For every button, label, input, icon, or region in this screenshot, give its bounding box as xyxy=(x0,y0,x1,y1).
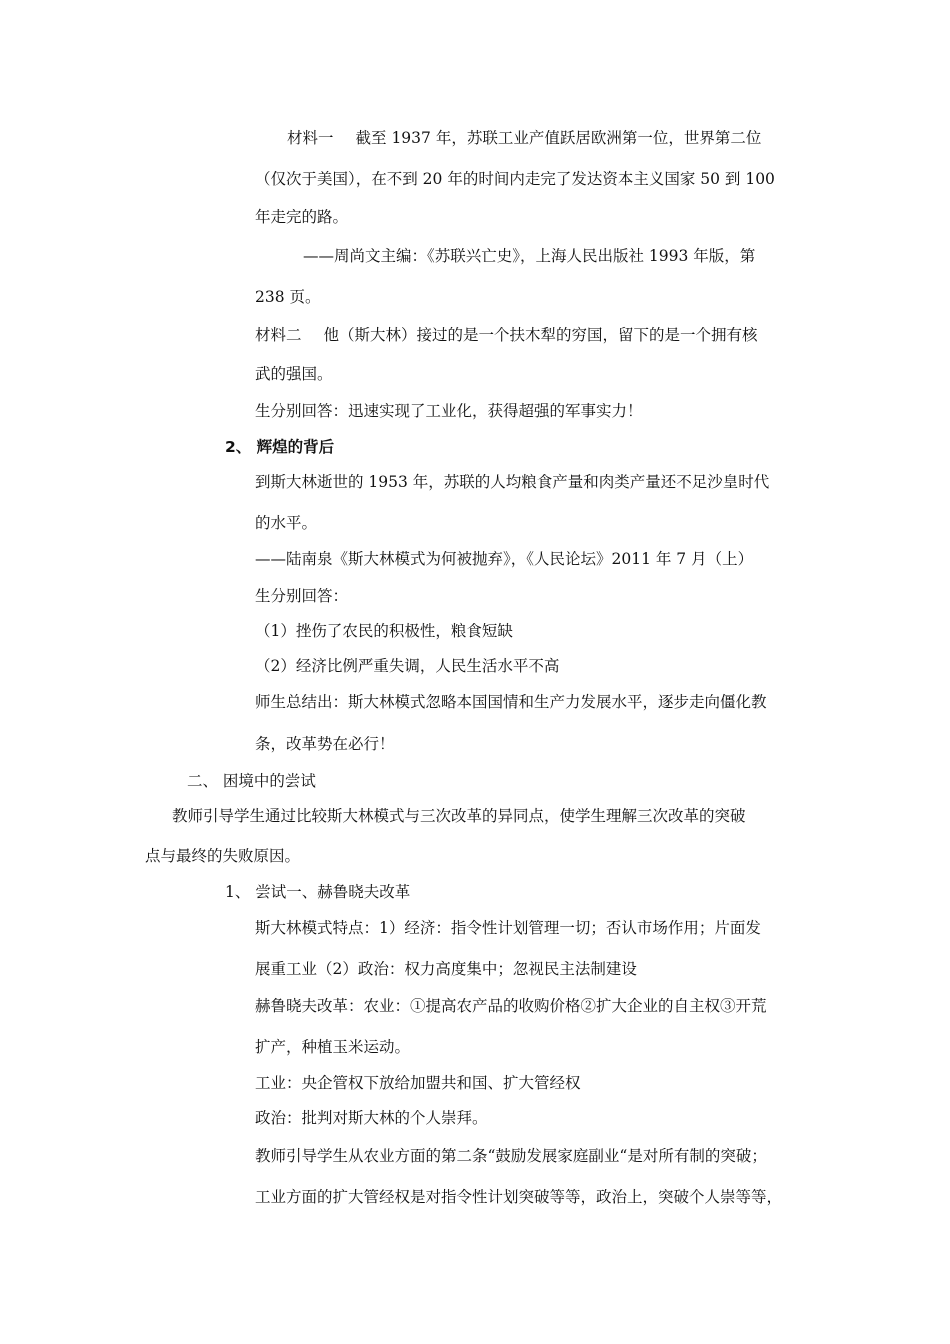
section2-summary-line1: 师生总结出：斯大林模式忽略本国国情和生产力发展水平，逐步走向僵化教 xyxy=(255,693,767,711)
teacher-guide-line1: 教师引导学生从农业方面的第二条“鼓励发展家庭副业“是对所有制的突破； xyxy=(255,1147,767,1165)
part2-intro-line2: 点与最终的失败原因。 xyxy=(145,847,301,865)
material2-line2: 武的强国。 xyxy=(255,365,333,383)
material2-label: 材料二 xyxy=(255,326,302,344)
industry-reform: 工业：央企管权下放给加盟共和国、扩大管经权 xyxy=(255,1074,581,1092)
section2-summary-line2: 条，改革势在必行！ xyxy=(255,735,395,753)
khrushchev-reform-line2: 扩产，种植玉米运动。 xyxy=(255,1038,411,1056)
part2-heading: 二、 困境中的尝试 xyxy=(187,772,316,790)
part2-intro-line1: 教师引导学生通过比较斯大林模式与三次改革的异同点，使学生理解三次改革的突破 xyxy=(172,807,746,825)
stalin-model-features-line2: 展重工业（2）政治：权力高度集中；忽视民主法制建设 xyxy=(255,960,637,978)
section2-item-2: （2）经济比例严重失调，人民生活水平不高 xyxy=(255,657,560,675)
material1-source-line1: ——周尚文主编：《苏联兴亡史》，上海人民出版社 1993 年版，第 xyxy=(303,247,756,265)
answer1: 生分别回答：迅速实现了工业化，获得超强的军事实力！ xyxy=(255,402,643,420)
material1-source-line2: 238 页。 xyxy=(255,288,321,306)
material1-line2: （仅次于美国），在不到 20 年的时间内走完了发达资本主义国家 50 到 100 xyxy=(255,170,775,188)
section2-item-1: （1）挫伤了农民的积极性，粮食短缺 xyxy=(255,622,513,640)
stalin-model-features-line1: 斯大林模式特点：1）经济：指令性计划管理一切；否认市场作用；片面发 xyxy=(255,919,761,937)
politics-reform: 政治：批判对斯大林的个人崇拜。 xyxy=(255,1109,488,1127)
teacher-guide-line2: 工业方面的扩大管经权是对指令性计划突破等等，政治上，突破个人崇等等， xyxy=(255,1188,783,1206)
part2-sub-heading-1: 1、 尝试一、赫鲁晓夫改革 xyxy=(225,883,411,901)
material2-line1: 材料二 他（斯大林）接过的是一个扶木犁的穷国，留下的是一个拥有核 xyxy=(255,326,758,344)
material1-label: 材料一 xyxy=(287,129,334,147)
material1-line3: 年走完的路。 xyxy=(255,208,349,226)
section2-para-line1: 到斯大林逝世的 1953 年，苏联的人均粮食产量和肉类产量还不足沙皇时代 xyxy=(255,473,770,491)
khrushchev-reform-line1: 赫鲁晓夫改革：农业：①提高农产品的收购价格②扩大企业的自主权③开荒 xyxy=(255,997,767,1015)
material1-line1: 材料一 截至 1937 年，苏联工业产值跃居欧洲第一位，世界第二位 xyxy=(287,129,762,147)
section2-heading: 2、 辉煌的背后 xyxy=(225,438,335,456)
section2-para-line2: 的水平。 xyxy=(255,514,318,532)
section2-answer-label: 生分别回答： xyxy=(255,587,349,605)
section2-source: ——陆南泉《斯大林模式为何被抛弃》，《人民论坛》2011 年 7 月（上） xyxy=(255,550,754,568)
